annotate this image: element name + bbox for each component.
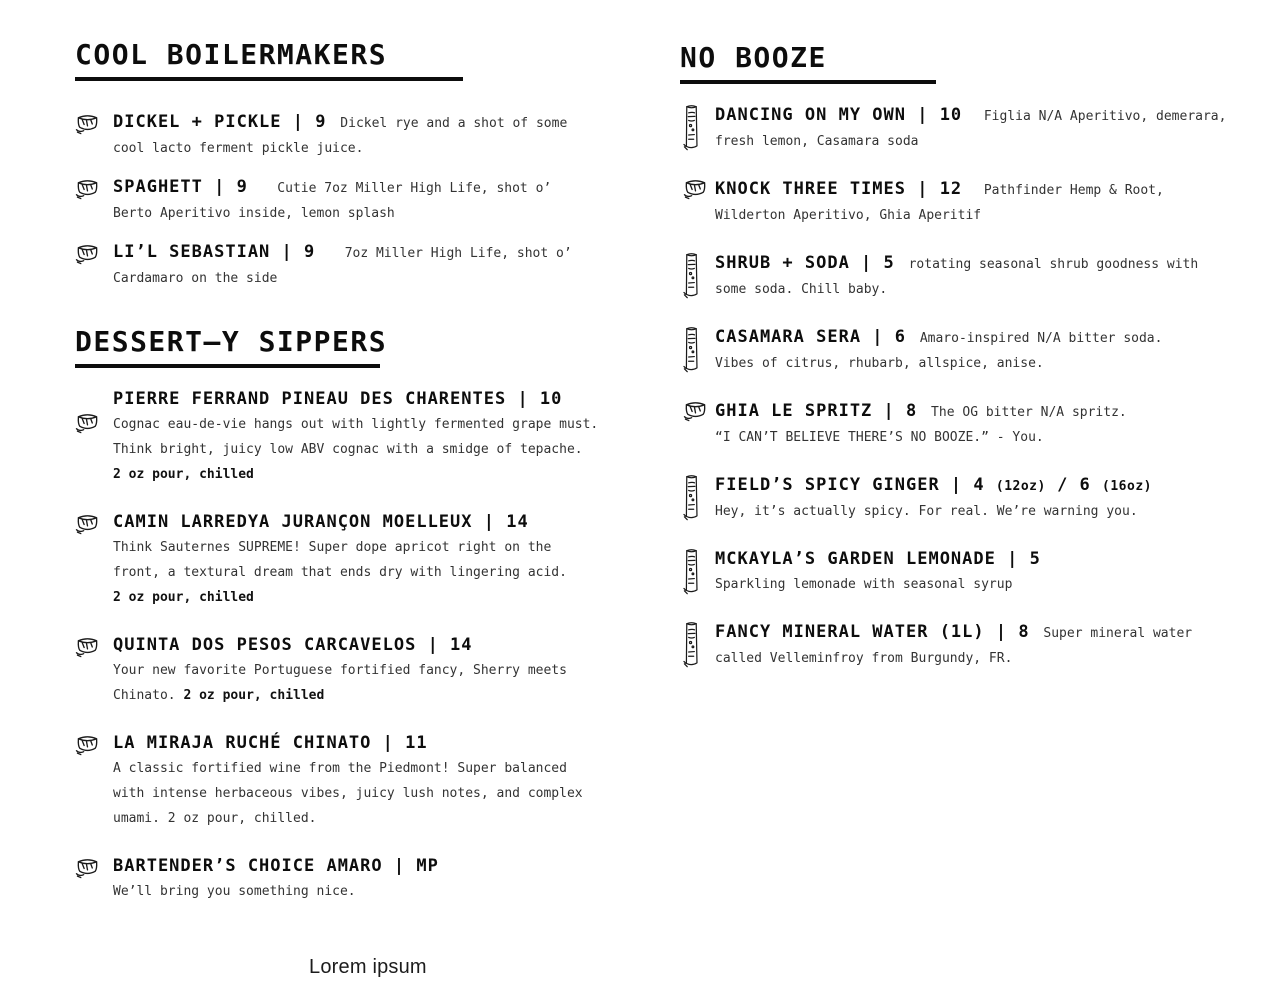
item-text-line [113, 780, 615, 805]
item-description: “I CAN’T BELIEVE THERE’S NO BOOZE.” - You. [715, 430, 1044, 445]
rocks-glass-icon [75, 512, 100, 535]
item-text-line [715, 571, 1250, 596]
item-description: The OG bitter N/A spritz. [923, 405, 1127, 420]
item-text-line [113, 534, 615, 559]
item-description: with intense herbaceous vibes, juicy lush notes, and complex [113, 786, 583, 801]
item-description: rotating seasonal shrub goodness with [900, 257, 1199, 272]
item-description: 7oz Miller High Life, shot o’ [321, 246, 572, 261]
item-name-price: LI’L SEBASTIAN | 9 [113, 242, 316, 262]
menu-item-bartenders-choice [75, 854, 615, 903]
menu-item-mckaylas-garden-lemonade [680, 547, 1250, 596]
menu-item-dickel-pickle [75, 110, 615, 160]
title-underline [680, 80, 936, 84]
footer-text: Lorem ipsum [309, 956, 427, 978]
item-description: Cutie 7oz Miller High Life, shot o’ [253, 181, 552, 196]
section-title-boilermakers: COOL BOILERMAKERS [75, 38, 388, 71]
rocks-glass-icon [75, 411, 100, 434]
menu-item-ghia-le-spritz [680, 399, 1250, 449]
item-text-line [113, 510, 615, 534]
item-name-price: CASAMARA SERA | 6 [715, 327, 906, 347]
item-text-line [715, 276, 1250, 301]
menu-item-dancing-on-my-own [680, 103, 1250, 153]
item-description: A classic fortified wine from the Piedmont! Super balanced [113, 761, 567, 776]
menu-item-la-miraja [75, 731, 615, 830]
item-text-line [715, 325, 1250, 350]
item-name-price: LA MIRAJA RUCHÉ CHINATO | 11 [113, 733, 428, 753]
item-text-line [113, 387, 615, 411]
item-text-line [113, 175, 615, 200]
rocks-glass-icon [75, 856, 100, 879]
can-icon [683, 325, 700, 373]
item-text-line [113, 731, 615, 755]
item-text-line [113, 657, 615, 682]
item-name-price: DICKEL + PICKLE | 9 [113, 112, 327, 132]
menu-item-fields-spicy-ginger [680, 473, 1250, 523]
left-column [75, 40, 615, 927]
menu-item-pierre-ferrand [75, 387, 615, 486]
item-text-line [715, 645, 1250, 670]
item-text-line [715, 128, 1250, 153]
item-text-line [113, 854, 615, 878]
menu-item-shrub-soda [680, 251, 1250, 301]
item-description: Hey, it’s actually spicy. For real. We’re warning you. [715, 504, 1138, 519]
item-description: Think bright, juicy low ABV cognac with a smidge of tepache. [113, 442, 583, 457]
item-name-price: QUINTA DOS PESOS CARCAVELOS | 14 [113, 635, 473, 655]
section-header-boilermakers [75, 40, 615, 81]
item-text-line [113, 584, 615, 609]
rocks-glass-icon [683, 399, 708, 422]
can-icon [683, 620, 700, 668]
rocks-glass-icon [75, 733, 100, 756]
menu-item-camin-larredya [75, 510, 615, 609]
item-text-line [113, 200, 615, 225]
item-text-line [113, 633, 615, 657]
menu-item-knock-three-times [680, 177, 1250, 227]
item-description: Cardamaro on the side [113, 271, 278, 286]
item-text-line [715, 251, 1250, 276]
item-description: some soda. Chill baby. [715, 282, 888, 297]
item-text-line [715, 177, 1250, 202]
item-name-price: FIELD’S SPICY GINGER | 4 [715, 475, 996, 495]
item-text-line [715, 202, 1250, 227]
item-text-line [715, 473, 1250, 498]
item-name-price: GHIA LE SPRITZ | 8 [715, 401, 918, 421]
can-icon [683, 547, 700, 595]
item-name-price: DANCING ON MY OWN | 10 [715, 105, 963, 125]
item-text-line [715, 620, 1250, 645]
item-description: Dickel rye and a shot of some [332, 116, 568, 131]
item-text-line [113, 461, 615, 486]
item-text-line [113, 878, 615, 903]
item-name-price: (16oz) [1102, 479, 1152, 494]
item-name-price: FANCY MINERAL WATER (1L) | 8 [715, 622, 1030, 642]
item-name-price: PIERRE FERRAND PINEAU DES CHARENTES | 10 [113, 389, 563, 409]
item-description: Think Sauternes SUPREME! Super dope apricot right on the [113, 540, 552, 555]
boilermakers-item-list [75, 110, 615, 290]
title-underline [75, 364, 380, 368]
item-description: Sparkling lemonade with seasonal syrup [715, 577, 1013, 592]
item-text-line [715, 103, 1250, 128]
can-icon [683, 103, 700, 151]
rocks-glass-icon [75, 177, 100, 200]
item-name-price: SPAGHETT | 9 [113, 177, 248, 197]
menu-item-casamara-sera [680, 325, 1250, 375]
section-header-nobooze [680, 43, 1250, 84]
item-text-line [715, 547, 1250, 571]
rocks-glass-icon [75, 242, 100, 265]
item-name-price: CAMIN LARREDYA JURANÇON MOELLEUX | 14 [113, 512, 529, 532]
item-description: Your new favorite Portuguese fortified fancy, Sherry meets [113, 663, 567, 678]
item-description: Cognac eau-de-vie hangs out with lightly fermented grape must. [113, 417, 599, 432]
item-description: 2 oz pour, chilled [113, 467, 254, 482]
item-description: called Velleminfroy from Burgundy, FR. [715, 651, 1013, 666]
item-text-line [113, 805, 615, 830]
item-description: Wilderton Aperitivo, Ghia Aperitif [715, 208, 982, 223]
title-underline [75, 77, 463, 81]
item-text-line [113, 559, 615, 584]
item-text-line [715, 498, 1250, 523]
item-description: Amaro-inspired N/A bitter soda. [912, 331, 1163, 346]
item-name-price: SHRUB + SODA | 5 [715, 253, 895, 273]
item-text-line [113, 265, 615, 290]
rocks-glass-icon [75, 112, 100, 135]
item-description: Pathfinder Hemp & Root, [968, 183, 1164, 198]
item-description: umami. 2 oz pour, chilled. [113, 811, 317, 826]
item-description: 2 oz pour, chilled [183, 688, 325, 703]
item-text-line [715, 399, 1250, 424]
item-text-line [113, 135, 615, 160]
item-name-price: BARTENDER’S CHOICE AMARO | MP [113, 856, 439, 876]
rocks-glass-icon [75, 635, 100, 658]
item-description: Figlia N/A Aperitivo, demerara, [968, 109, 1227, 124]
item-text-line [113, 411, 615, 436]
item-name-price: / 6 [1045, 475, 1103, 495]
can-icon [683, 473, 700, 521]
item-description: We’ll bring you something nice. [113, 884, 356, 899]
item-text-line [113, 436, 615, 461]
item-description: Chinato. [113, 688, 184, 703]
can-icon [683, 251, 700, 299]
menu-item-lil-sebastian [75, 240, 615, 290]
menu-item-fancy-mineral-water [680, 620, 1250, 670]
item-name-price: (12oz) [995, 479, 1046, 494]
item-description: fresh lemon, Casamara soda [715, 134, 919, 149]
menu-item-quinta-dos-pesos [75, 633, 615, 707]
item-text-line [113, 755, 615, 780]
rocks-glass-icon [683, 177, 708, 200]
item-description: Berto Aperitivo inside, lemon splash [113, 206, 395, 221]
item-text-line [113, 110, 615, 135]
item-text-line [715, 350, 1250, 375]
right-column [680, 43, 1250, 694]
section-title-nobooze: NO BOOZE [680, 41, 827, 74]
menu-item-spaghett [75, 175, 615, 225]
nobooze-item-list [680, 103, 1250, 670]
item-text-line [113, 240, 615, 265]
section-title-dessert: DESSERT–Y SIPPERS [75, 325, 388, 358]
dessert-item-list [75, 387, 615, 903]
item-text-line [113, 682, 615, 707]
item-description: cool lacto ferment pickle juice. [113, 141, 364, 156]
item-description: Super mineral water [1035, 626, 1193, 641]
item-name-price: KNOCK THREE TIMES | 12 [715, 179, 963, 199]
item-description: 2 oz pour, chilled [113, 590, 254, 605]
item-description: Vibes of citrus, rhubarb, allspice, anise. [715, 356, 1044, 371]
item-description: front, a textural dream that ends dry with lingering acid. [113, 565, 567, 580]
section-header-dessert [75, 327, 615, 368]
item-text-line [715, 424, 1250, 449]
item-name-price: MCKAYLA’S GARDEN LEMONADE | 5 [715, 549, 1041, 569]
